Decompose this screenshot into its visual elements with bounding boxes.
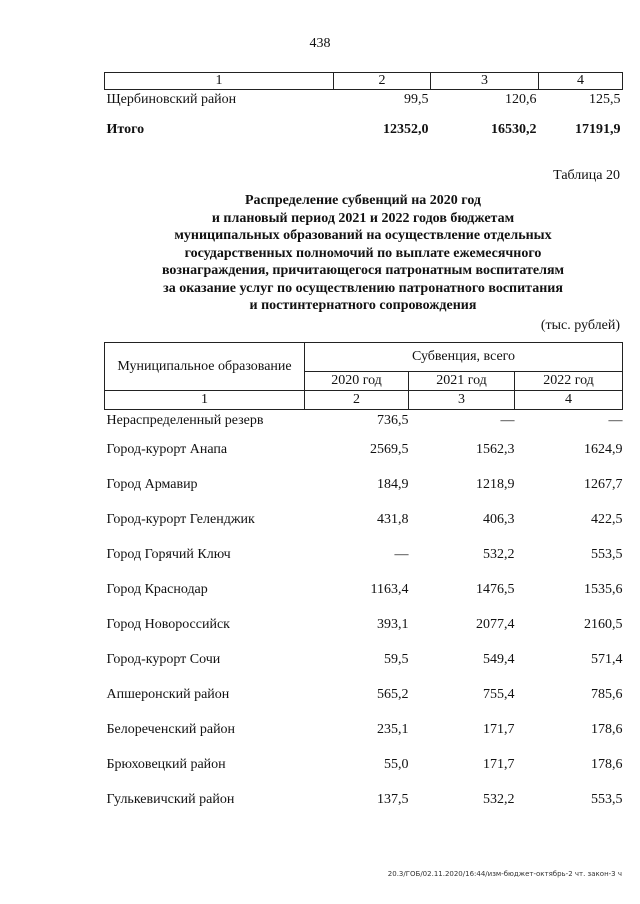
page-number: 438 (309, 36, 331, 51)
value-2021: 1476,5 (476, 582, 515, 597)
footer-meta: 20.3/ГОБ/02.11.2020/16:44/изм-бюджет-октябрь-2 чт. закон-3 ч (387, 870, 622, 878)
value-2021: 549,4 (483, 652, 515, 667)
value-2020: 235,1 (377, 722, 409, 737)
total-label: Итого (106, 122, 145, 137)
table-row (105, 712, 623, 747)
table-row (105, 747, 623, 782)
value-2022: — (608, 413, 623, 428)
value-2022: 1535,6 (584, 582, 623, 597)
header-subvention: Субвенция, всего (305, 343, 623, 372)
value-2022: 785,6 (591, 687, 623, 702)
table-row (105, 502, 623, 537)
column-number: 3 (431, 73, 539, 90)
value-2022: 571,4 (591, 652, 623, 667)
column-number: 4 (515, 391, 623, 410)
table-title (104, 192, 622, 315)
total-row (105, 110, 623, 150)
value-2021: 532,2 (483, 792, 515, 807)
value-2020: 137,5 (377, 792, 409, 807)
value-2020: 55,0 (384, 757, 409, 772)
subvention-table (104, 342, 623, 817)
value-2021: 755,4 (483, 687, 515, 702)
value-2021: 171,7 (483, 757, 515, 772)
value-2020: 59,5 (384, 652, 409, 667)
municipality-name: Нераспределенный резерв (106, 413, 264, 428)
value-2020: 184,9 (377, 477, 409, 492)
value-2020: 393,1 (377, 617, 409, 632)
municipality-name: Город-курорт Сочи (106, 652, 221, 667)
table-row (105, 642, 623, 677)
table-row (105, 782, 623, 817)
value-2020: 99,5 (404, 92, 429, 107)
table-caption: Таблица 20 (553, 168, 620, 183)
title-line: государственных полномочий по выплате ежемесячного (184, 245, 542, 261)
value-2021: 2077,4 (476, 617, 515, 632)
value-2022: 553,5 (591, 792, 623, 807)
title-line: вознаграждения, причитающегося патронатным воспитателям (161, 263, 565, 278)
title-line: муниципальных образований на осуществление отдельных (174, 228, 552, 243)
header-year: 2022 год (515, 372, 623, 391)
title-line: Распределение субвенций на 2020 год (245, 193, 481, 208)
municipality-name: Город Краснодар (106, 582, 208, 597)
table-row (105, 677, 623, 712)
value-2020: 1163,4 (370, 582, 409, 597)
municipality-name: Город Армавир (106, 477, 198, 492)
column-number: 2 (334, 73, 431, 90)
value-2021: 1562,3 (476, 442, 515, 457)
municipality-name: Гулькевичский район (106, 792, 235, 807)
column-number: 1 (105, 391, 305, 410)
column-number: 2 (305, 391, 409, 410)
value-2022: 2160,5 (584, 617, 623, 632)
value-2020: — (394, 547, 409, 562)
header-year: 2021 год (409, 372, 515, 391)
continued-table (104, 72, 623, 150)
total-2022: 17191,9 (575, 122, 621, 137)
municipality-name: Город Новороссийск (106, 617, 230, 632)
value-2022: 1267,7 (584, 477, 623, 492)
header-municipality: Муниципальное образование (105, 343, 305, 391)
municipality-name: Брюховецкий район (106, 757, 226, 772)
municipality-name: Белореченский район (106, 722, 236, 737)
table-row (105, 537, 623, 572)
total-2020: 12352,0 (383, 122, 429, 137)
table-row (105, 90, 623, 111)
value-2021: 120,6 (505, 92, 537, 107)
value-2020: 2569,5 (370, 442, 409, 457)
municipality-name: Апшеронский район (106, 687, 230, 702)
title-line: и постинтернатного сопровождения (249, 298, 477, 313)
municipality-name: Щербиновский район (106, 92, 237, 107)
column-number-row (105, 391, 623, 410)
value-2021: 406,3 (483, 512, 515, 527)
value-2020: 431,8 (377, 512, 409, 527)
municipality-name: Город Горячий Ключ (106, 547, 231, 562)
table-row (105, 467, 623, 502)
value-2022: 178,6 (591, 757, 623, 772)
total-2021: 16530,2 (491, 122, 537, 137)
column-number: 3 (409, 391, 515, 410)
value-2021: 171,7 (483, 722, 515, 737)
value-2020: 565,2 (377, 687, 409, 702)
title-line: и плановый период 2021 и 2022 годов бюджетам (211, 210, 515, 226)
table-row (105, 410, 623, 433)
municipality-name: Город-курорт Геленджик (106, 512, 255, 527)
units-note: (тыс. рублей) (540, 318, 620, 333)
value-2021: — (500, 413, 515, 428)
value-2022: 178,6 (591, 722, 623, 737)
table-row (105, 572, 623, 607)
table-row (105, 432, 623, 467)
value-2022: 125,5 (589, 92, 621, 107)
column-number: 4 (539, 73, 623, 90)
table-row (105, 607, 623, 642)
value-2020: 736,5 (377, 413, 409, 428)
municipality-name: Город-курорт Анапа (106, 442, 228, 457)
value-2021: 1218,9 (476, 477, 515, 492)
table-body (105, 410, 623, 818)
value-2022: 1624,9 (584, 442, 623, 457)
header-year: 2020 год (305, 372, 409, 391)
column-number-row (105, 73, 623, 90)
value-2021: 532,2 (483, 547, 515, 562)
value-2022: 422,5 (591, 512, 623, 527)
column-number: 1 (105, 73, 334, 90)
value-2022: 553,5 (591, 547, 623, 562)
header-row (105, 343, 623, 372)
title-line: за оказание услуг по осуществлению патронатного воспитания (163, 280, 563, 296)
